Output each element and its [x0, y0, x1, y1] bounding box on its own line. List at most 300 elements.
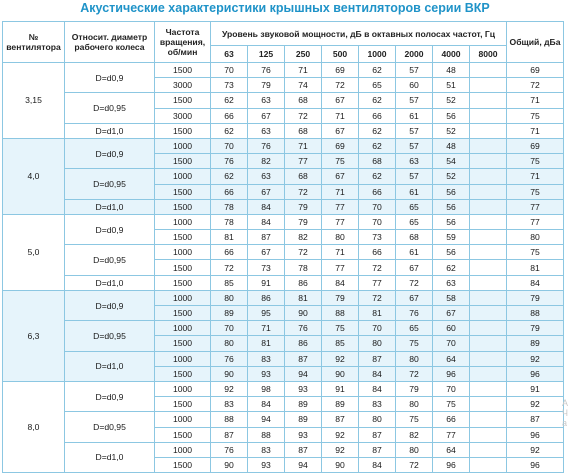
sound-level-cell: 79	[248, 78, 285, 93]
sound-level-cell: 94	[285, 457, 322, 472]
sound-level-cell: 94	[285, 366, 322, 381]
sound-level-cell: 61	[396, 108, 433, 123]
sound-level-cell	[470, 366, 507, 381]
speed-cell: 1500	[155, 260, 211, 275]
sound-level-cell: 80	[359, 336, 396, 351]
total-cell: 88	[507, 306, 564, 321]
sound-level-cell: 87	[285, 442, 322, 457]
total-cell: 80	[507, 230, 564, 245]
total-cell: 91	[507, 381, 564, 396]
sound-level-cell: 92	[322, 351, 359, 366]
sound-level-cell: 67	[322, 169, 359, 184]
sound-level-cell: 72	[396, 275, 433, 290]
sound-level-cell: 48	[433, 138, 470, 153]
sound-level-cell: 72	[285, 245, 322, 260]
table-row	[3, 123, 564, 138]
sound-level-cell: 93	[248, 366, 285, 381]
sound-level-cell: 72	[396, 457, 433, 472]
sound-level-cell: 80	[211, 290, 248, 305]
sound-level-cell: 90	[211, 366, 248, 381]
total-cell: 87	[507, 412, 564, 427]
sound-level-cell: 84	[248, 397, 285, 412]
sound-level-cell: 70	[433, 336, 470, 351]
sound-level-cell: 71	[322, 245, 359, 260]
sound-level-cell: 60	[433, 321, 470, 336]
header-diameter: Относит. диаметр рабочего колеса	[65, 22, 155, 63]
sound-level-cell: 63	[248, 169, 285, 184]
total-cell: 75	[507, 108, 564, 123]
sound-level-cell: 68	[285, 123, 322, 138]
sound-level-cell	[470, 290, 507, 305]
sound-level-cell: 87	[248, 230, 285, 245]
sound-level-cell: 51	[433, 78, 470, 93]
sound-level-cell: 77	[433, 427, 470, 442]
sound-level-cell: 93	[285, 381, 322, 396]
diameter-cell: D=d1,0	[65, 351, 155, 381]
diameter-cell: D=d0,95	[65, 245, 155, 275]
sound-level-cell	[470, 321, 507, 336]
sound-level-cell: 68	[285, 93, 322, 108]
sound-level-cell: 54	[433, 154, 470, 169]
sound-level-cell: 52	[433, 123, 470, 138]
table-row	[3, 381, 564, 396]
speed-cell: 3000	[155, 108, 211, 123]
sound-level-cell: 75	[322, 321, 359, 336]
sound-level-cell: 73	[248, 260, 285, 275]
sound-level-cell: 63	[248, 123, 285, 138]
diameter-cell: D=d0,95	[65, 321, 155, 351]
sound-level-cell: 67	[322, 123, 359, 138]
sound-level-cell: 77	[322, 214, 359, 229]
sound-level-cell: 89	[322, 397, 359, 412]
sound-level-cell: 56	[433, 214, 470, 229]
speed-cell: 1500	[155, 457, 211, 472]
speed-cell: 1000	[155, 245, 211, 260]
table-row	[3, 290, 564, 305]
total-cell: 69	[507, 63, 564, 78]
speed-cell: 1000	[155, 138, 211, 153]
sound-level-cell	[470, 381, 507, 396]
table-row	[3, 275, 564, 290]
sound-level-cell: 56	[433, 108, 470, 123]
sound-level-cell: 62	[359, 169, 396, 184]
sound-level-cell: 76	[285, 321, 322, 336]
sound-level-cell: 91	[248, 275, 285, 290]
sound-level-cell: 98	[248, 381, 285, 396]
speed-cell: 1000	[155, 442, 211, 457]
sound-level-cell: 90	[322, 457, 359, 472]
sound-level-cell: 71	[248, 321, 285, 336]
total-cell: 71	[507, 93, 564, 108]
sound-level-cell: 52	[433, 93, 470, 108]
sound-level-cell	[470, 78, 507, 93]
sound-level-cell: 77	[322, 260, 359, 275]
sound-level-cell: 89	[285, 397, 322, 412]
sound-level-cell: 84	[359, 366, 396, 381]
total-cell: 92	[507, 397, 564, 412]
table-row	[3, 199, 564, 214]
total-cell: 71	[507, 123, 564, 138]
total-cell: 71	[507, 169, 564, 184]
total-cell: 81	[507, 260, 564, 275]
sound-level-cell: 81	[359, 306, 396, 321]
sound-level-cell: 62	[211, 93, 248, 108]
header-freq: 125	[248, 46, 285, 63]
sound-level-cell: 83	[248, 351, 285, 366]
sound-level-cell: 56	[433, 245, 470, 260]
sound-level-cell: 66	[211, 108, 248, 123]
diameter-cell: D=d0,9	[65, 290, 155, 320]
sound-level-cell: 89	[211, 306, 248, 321]
speed-cell: 1500	[155, 427, 211, 442]
sound-level-cell: 76	[211, 442, 248, 457]
sound-level-cell: 76	[396, 306, 433, 321]
sound-level-cell: 87	[359, 442, 396, 457]
sound-level-cell: 68	[396, 230, 433, 245]
speed-cell: 1500	[155, 397, 211, 412]
sound-level-cell: 80	[396, 351, 433, 366]
header-freq: 2000	[396, 46, 433, 63]
sound-level-cell: 62	[359, 63, 396, 78]
sound-level-cell: 70	[359, 214, 396, 229]
sound-level-cell: 75	[396, 336, 433, 351]
speed-cell: 1500	[155, 306, 211, 321]
diameter-cell: D=d0,9	[65, 381, 155, 411]
sound-level-cell	[470, 442, 507, 457]
speed-cell: 1000	[155, 169, 211, 184]
sound-level-cell: 83	[211, 397, 248, 412]
total-cell: 84	[507, 275, 564, 290]
sound-level-cell: 85	[322, 336, 359, 351]
speed-cell: 1000	[155, 412, 211, 427]
sound-level-cell: 59	[433, 230, 470, 245]
diameter-cell: D=d0,95	[65, 169, 155, 199]
sound-level-cell: 90	[285, 306, 322, 321]
speed-cell: 3000	[155, 78, 211, 93]
sound-level-cell: 79	[322, 290, 359, 305]
table-row	[3, 214, 564, 229]
sound-level-cell: 76	[248, 138, 285, 153]
sound-level-cell: 87	[322, 412, 359, 427]
sound-level-cell: 65	[396, 199, 433, 214]
sound-level-cell	[470, 138, 507, 153]
sound-level-cell: 71	[285, 138, 322, 153]
sound-level-cell: 66	[211, 245, 248, 260]
sound-level-cell: 87	[359, 427, 396, 442]
total-cell: 96	[507, 457, 564, 472]
total-cell: 96	[507, 427, 564, 442]
watermark: A Ч а	[562, 398, 569, 428]
sound-level-cell: 81	[248, 336, 285, 351]
sound-level-cell: 68	[359, 154, 396, 169]
sound-level-cell	[470, 275, 507, 290]
sound-level-cell: 60	[396, 78, 433, 93]
header-freq: 63	[211, 46, 248, 63]
sound-level-cell: 72	[285, 184, 322, 199]
sound-level-cell: 90	[322, 366, 359, 381]
sound-level-cell: 75	[433, 397, 470, 412]
diameter-cell: D=d0,9	[65, 138, 155, 168]
sound-level-cell: 94	[248, 412, 285, 427]
sound-level-cell: 72	[285, 108, 322, 123]
diameter-cell: D=d0,95	[65, 412, 155, 442]
sound-level-cell: 71	[322, 184, 359, 199]
header-freq: 4000	[433, 46, 470, 63]
header-freq: 8000	[470, 46, 507, 63]
sound-level-cell: 89	[285, 412, 322, 427]
sound-level-cell: 90	[211, 457, 248, 472]
sound-level-cell: 81	[211, 230, 248, 245]
sound-level-cell: 83	[359, 397, 396, 412]
speed-cell: 1000	[155, 321, 211, 336]
sound-level-cell: 73	[359, 230, 396, 245]
sound-level-cell: 69	[322, 138, 359, 153]
sound-level-cell: 82	[396, 427, 433, 442]
total-cell: 69	[507, 138, 564, 153]
fan-number-cell: 5,0	[3, 214, 65, 290]
sound-level-cell: 93	[285, 427, 322, 442]
sound-level-cell: 64	[433, 351, 470, 366]
sound-level-cell: 80	[396, 442, 433, 457]
sound-level-cell	[470, 154, 507, 169]
sound-level-cell: 91	[322, 381, 359, 396]
table-row	[3, 245, 564, 260]
sound-level-cell: 78	[285, 260, 322, 275]
sound-level-cell: 79	[396, 381, 433, 396]
diameter-cell: D=d1,0	[65, 275, 155, 290]
sound-level-cell: 79	[285, 214, 322, 229]
sound-level-cell: 67	[248, 108, 285, 123]
header-total: Общий, дБа	[507, 22, 564, 63]
sound-level-cell: 88	[211, 412, 248, 427]
sound-level-cell: 66	[359, 108, 396, 123]
page-title: Акустические характеристики крышных вентиляторов серии ВКР	[80, 1, 490, 15]
sound-level-cell: 66	[211, 184, 248, 199]
sound-level-cell: 65	[396, 214, 433, 229]
total-cell: 75	[507, 154, 564, 169]
sound-level-cell: 93	[248, 457, 285, 472]
sound-level-cell	[470, 245, 507, 260]
sound-level-cell: 87	[285, 351, 322, 366]
sound-level-cell	[470, 336, 507, 351]
sound-level-cell: 72	[211, 260, 248, 275]
total-cell: 77	[507, 214, 564, 229]
sound-level-cell: 65	[359, 78, 396, 93]
sound-level-cell: 65	[396, 321, 433, 336]
sound-level-cell: 63	[396, 154, 433, 169]
sound-level-cell: 82	[248, 154, 285, 169]
diameter-cell: D=d0,9	[65, 63, 155, 93]
speed-cell: 1000	[155, 214, 211, 229]
fan-number-cell: 4,0	[3, 138, 65, 214]
diameter-cell: D=d1,0	[65, 442, 155, 472]
sound-level-cell: 62	[359, 93, 396, 108]
diameter-cell: D=d0,95	[65, 93, 155, 123]
total-cell: 92	[507, 442, 564, 457]
fan-number-cell: 8,0	[3, 381, 65, 472]
sound-level-cell: 74	[285, 78, 322, 93]
sound-level-cell	[470, 260, 507, 275]
sound-level-cell: 96	[433, 457, 470, 472]
sound-level-cell: 76	[211, 154, 248, 169]
sound-level-cell	[470, 412, 507, 427]
sound-level-cell	[470, 123, 507, 138]
sound-level-cell: 78	[211, 199, 248, 214]
sound-level-cell: 75	[322, 154, 359, 169]
sound-level-cell: 70	[433, 381, 470, 396]
sound-level-cell: 70	[359, 199, 396, 214]
sound-level-cell	[470, 427, 507, 442]
sound-level-cell: 56	[433, 184, 470, 199]
speed-cell: 1500	[155, 230, 211, 245]
sound-level-cell: 70	[211, 321, 248, 336]
sound-level-cell: 92	[322, 442, 359, 457]
sound-level-cell: 95	[248, 306, 285, 321]
sound-level-cell	[470, 214, 507, 229]
header-fan-no: № вентилятора	[3, 22, 65, 63]
speed-cell: 1500	[155, 275, 211, 290]
sound-level-cell: 67	[248, 245, 285, 260]
sound-level-cell: 85	[211, 275, 248, 290]
sound-level-cell: 76	[248, 63, 285, 78]
sound-level-cell: 67	[248, 184, 285, 199]
speed-cell: 1500	[155, 123, 211, 138]
sound-level-cell: 67	[433, 306, 470, 321]
sound-level-cell: 70	[211, 63, 248, 78]
header-freq: 500	[322, 46, 359, 63]
table-row	[3, 169, 564, 184]
fan-number-cell: 6,3	[3, 290, 65, 381]
sound-level-cell: 72	[322, 78, 359, 93]
sound-level-cell: 80	[211, 336, 248, 351]
sound-level-cell: 81	[285, 290, 322, 305]
sound-level-cell	[470, 184, 507, 199]
sound-level-cell: 66	[359, 245, 396, 260]
sound-level-cell: 80	[396, 397, 433, 412]
sound-level-cell: 68	[285, 169, 322, 184]
sound-level-cell: 86	[285, 336, 322, 351]
sound-level-cell: 48	[433, 63, 470, 78]
sound-level-cell: 62	[359, 123, 396, 138]
sound-level-cell	[470, 397, 507, 412]
sound-level-cell: 84	[248, 214, 285, 229]
sound-level-cell: 78	[211, 214, 248, 229]
sound-level-cell: 52	[433, 169, 470, 184]
sound-level-cell: 80	[322, 230, 359, 245]
total-cell: 75	[507, 184, 564, 199]
sound-level-cell	[470, 63, 507, 78]
total-cell: 77	[507, 199, 564, 214]
sound-level-cell: 84	[359, 457, 396, 472]
speed-cell: 1500	[155, 184, 211, 199]
sound-level-cell: 57	[396, 138, 433, 153]
speed-cell: 1000	[155, 290, 211, 305]
sound-level-cell: 92	[211, 381, 248, 396]
total-cell: 92	[507, 351, 564, 366]
sound-level-cell: 87	[211, 427, 248, 442]
sound-level-cell: 83	[248, 442, 285, 457]
sound-level-cell: 67	[396, 290, 433, 305]
sound-level-cell: 88	[248, 427, 285, 442]
table-row	[3, 93, 564, 108]
sound-level-cell: 57	[396, 123, 433, 138]
sound-level-cell: 58	[433, 290, 470, 305]
sound-level-cell	[470, 108, 507, 123]
sound-level-cell: 80	[359, 412, 396, 427]
fan-number-cell: 3,15	[3, 63, 65, 139]
sound-level-cell	[470, 230, 507, 245]
table-row	[3, 321, 564, 336]
speed-cell: 1500	[155, 154, 211, 169]
diameter-cell: D=d1,0	[65, 199, 155, 214]
acoustic-table	[2, 21, 564, 473]
speed-cell: 1000	[155, 351, 211, 366]
sound-level-cell: 82	[285, 230, 322, 245]
table-row	[3, 412, 564, 427]
sound-level-cell: 75	[396, 412, 433, 427]
speed-cell: 1500	[155, 366, 211, 381]
sound-level-cell: 72	[359, 260, 396, 275]
sound-level-cell: 84	[248, 199, 285, 214]
sound-level-cell: 86	[285, 275, 322, 290]
sound-level-cell: 76	[211, 351, 248, 366]
table-row	[3, 63, 564, 78]
table-row	[3, 442, 564, 457]
sound-level-cell: 96	[433, 366, 470, 381]
sound-level-cell: 72	[359, 290, 396, 305]
sound-level-cell: 62	[359, 138, 396, 153]
sound-level-cell: 62	[211, 123, 248, 138]
header-freq: 1000	[359, 46, 396, 63]
sound-level-cell: 66	[359, 184, 396, 199]
sound-level-cell: 79	[285, 199, 322, 214]
sound-level-cell: 62	[211, 169, 248, 184]
sound-level-cell: 63	[248, 93, 285, 108]
sound-level-cell: 73	[211, 78, 248, 93]
sound-level-cell: 70	[359, 321, 396, 336]
sound-level-cell: 72	[396, 366, 433, 381]
sound-level-cell: 84	[322, 275, 359, 290]
sound-level-cell: 61	[396, 245, 433, 260]
sound-level-cell: 86	[248, 290, 285, 305]
total-cell: 96	[507, 366, 564, 381]
sound-level-cell: 62	[433, 260, 470, 275]
diameter-cell: D=d1,0	[65, 123, 155, 138]
sound-level-cell: 66	[433, 412, 470, 427]
sound-level-cell	[470, 306, 507, 321]
table-row	[3, 351, 564, 366]
speed-cell: 1500	[155, 199, 211, 214]
sound-level-cell	[470, 457, 507, 472]
speed-cell: 1500	[155, 336, 211, 351]
sound-level-cell: 61	[396, 184, 433, 199]
total-cell: 89	[507, 336, 564, 351]
sound-level-cell	[470, 93, 507, 108]
header-speed: Частота вращения, об/мин	[155, 22, 211, 63]
sound-level-cell: 77	[322, 199, 359, 214]
sound-level-cell: 57	[396, 93, 433, 108]
sound-level-cell: 87	[359, 351, 396, 366]
sound-level-cell: 67	[396, 260, 433, 275]
sound-level-cell: 63	[433, 275, 470, 290]
sound-level-cell: 71	[285, 63, 322, 78]
sound-level-cell: 57	[396, 63, 433, 78]
speed-cell: 1500	[155, 63, 211, 78]
diameter-cell: D=d0,9	[65, 214, 155, 244]
sound-level-cell: 64	[433, 442, 470, 457]
sound-level-cell	[470, 199, 507, 214]
sound-level-cell: 57	[396, 169, 433, 184]
